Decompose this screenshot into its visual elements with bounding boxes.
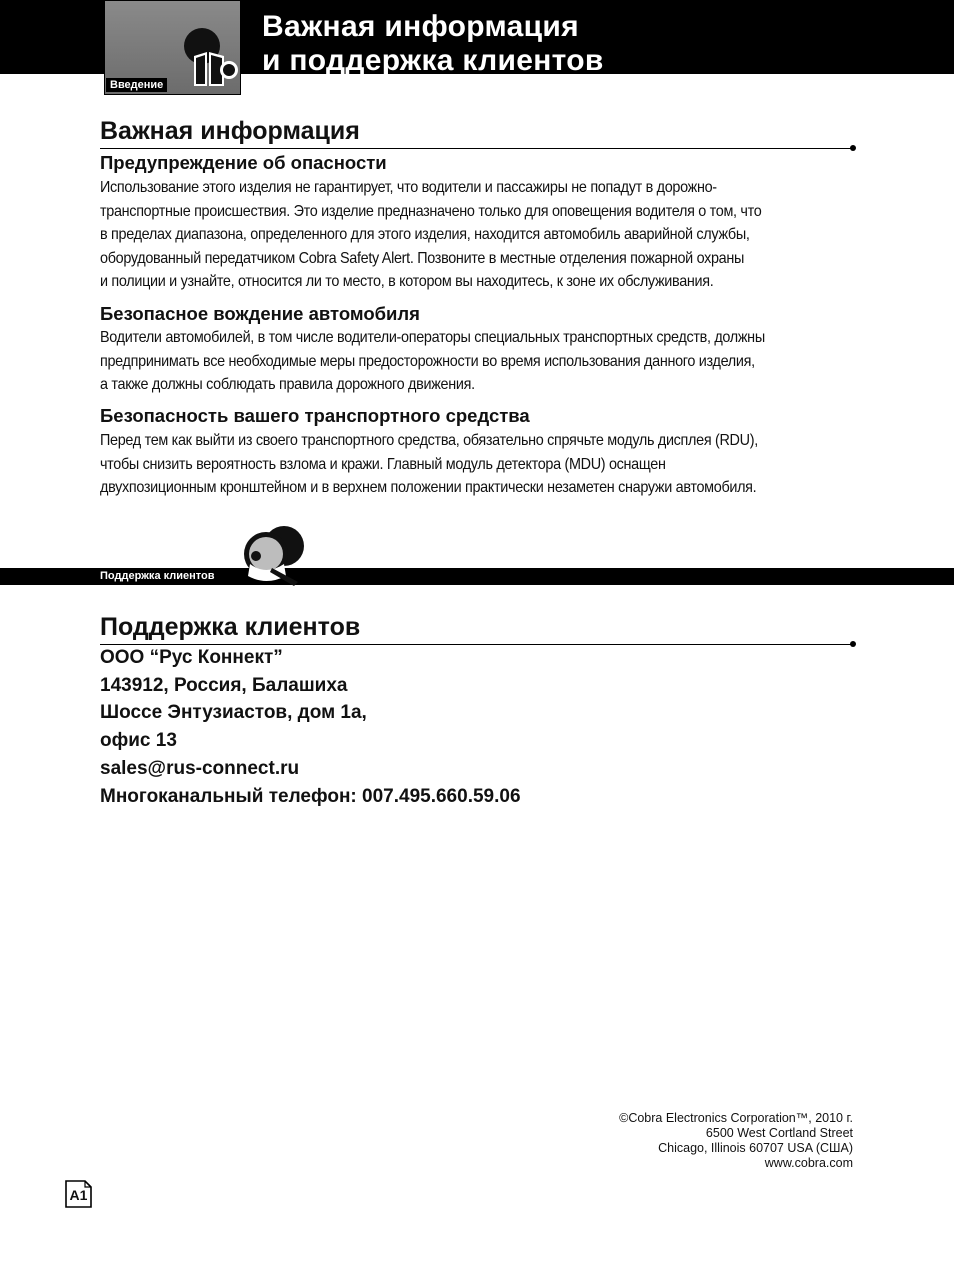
- paragraph-line: а также должны соблюдать правила дорожного движения.: [100, 376, 475, 393]
- paragraph-line: и полиции и узнайте, относится ли то место, в котором вы находитесь, к зоне их обслуживания.: [100, 273, 714, 290]
- copyright-line: ©Cobra Electronics Corporation™, 2010 г.: [619, 1111, 853, 1125]
- support-bar-label: Поддержка клиентов: [100, 570, 215, 582]
- paragraph-line: Использование этого изделия не гарантирует, что водители и пассажиры не попадут в дорожно-: [100, 179, 717, 196]
- safe-driving-heading: Безопасное вождение автомобиля: [100, 303, 420, 324]
- address-city: 143912, Россия, Балашиха: [100, 674, 348, 696]
- customer-support-heading: Поддержка клиентов: [100, 613, 361, 641]
- paragraph-line: Водители автомобилей, в том числе водители-операторы специальных транспортных средств, должны: [100, 329, 765, 346]
- customer-support-icon: [236, 524, 312, 588]
- contact-phone: Многоканальный телефон: 007.495.660.59.06: [100, 785, 521, 807]
- divider-dot: [850, 145, 856, 151]
- hazard-warning-heading: Предупреждение об опасности: [100, 152, 387, 173]
- safe-driving-text: [100, 326, 860, 397]
- page-number: A1: [69, 1187, 88, 1203]
- paragraph-line: Перед тем как выйти из своего транспортного средства, обязательно спрячьте модуль дисплея (RDU),: [100, 432, 758, 449]
- divider-dot: [850, 641, 856, 647]
- city-line: Chicago, Illinois 60707 USA (США): [658, 1141, 853, 1155]
- intro-tab-label: Введение: [106, 78, 167, 92]
- vehicle-security-text: [100, 429, 860, 500]
- page-title: [262, 10, 942, 78]
- paragraph-line: оборудованный передатчиком Cobra Safety Alert. Позвоните в местные отделения пожарной охраны: [100, 249, 745, 267]
- page-title-line-1: Важная информация: [262, 10, 579, 43]
- footer-copyright: [619, 1111, 853, 1171]
- address-street: Шоссе Энтузиастов, дом 1а,: [100, 702, 367, 724]
- section-divider: [100, 148, 852, 149]
- contact-block: [100, 644, 521, 810]
- paragraph-line: чтобы снизить вероятность взлома и кражи. Главный модуль детектора (MDU) оснащен: [100, 455, 666, 473]
- address-line: 6500 West Cortland Street: [705, 1126, 853, 1140]
- company-name: ООО “Рус Коннект”: [100, 647, 283, 668]
- paragraph-line: двухпозиционным кронштейном и в верхнем положении практически незаметен снаружи автомобиля.: [100, 479, 757, 496]
- website-link[interactable]: www.cobra.com: [764, 1156, 853, 1170]
- address-office: офис 13: [100, 730, 177, 752]
- vehicle-security-heading: Безопасность вашего транспортного средства: [100, 405, 530, 426]
- paragraph-line: транспортные происшествия. Это изделие предназначено только для оповещения водителя о том, что: [100, 202, 762, 220]
- hazard-warning-text: [100, 176, 860, 294]
- paragraph-line: в пределах диапазона, определенного для этого изделия, находится автомобиль аварийной службы,: [100, 226, 750, 243]
- book-reader-icon: [176, 26, 238, 88]
- paragraph-line: предпринимать все необходимые меры предосторожности во время использования данного изделия,: [100, 352, 755, 370]
- contact-email[interactable]: sales@rus-connect.ru: [100, 757, 300, 779]
- important-info-heading: Важная информация: [100, 117, 360, 145]
- page-title-line-2: и поддержка клиентов: [262, 44, 604, 77]
